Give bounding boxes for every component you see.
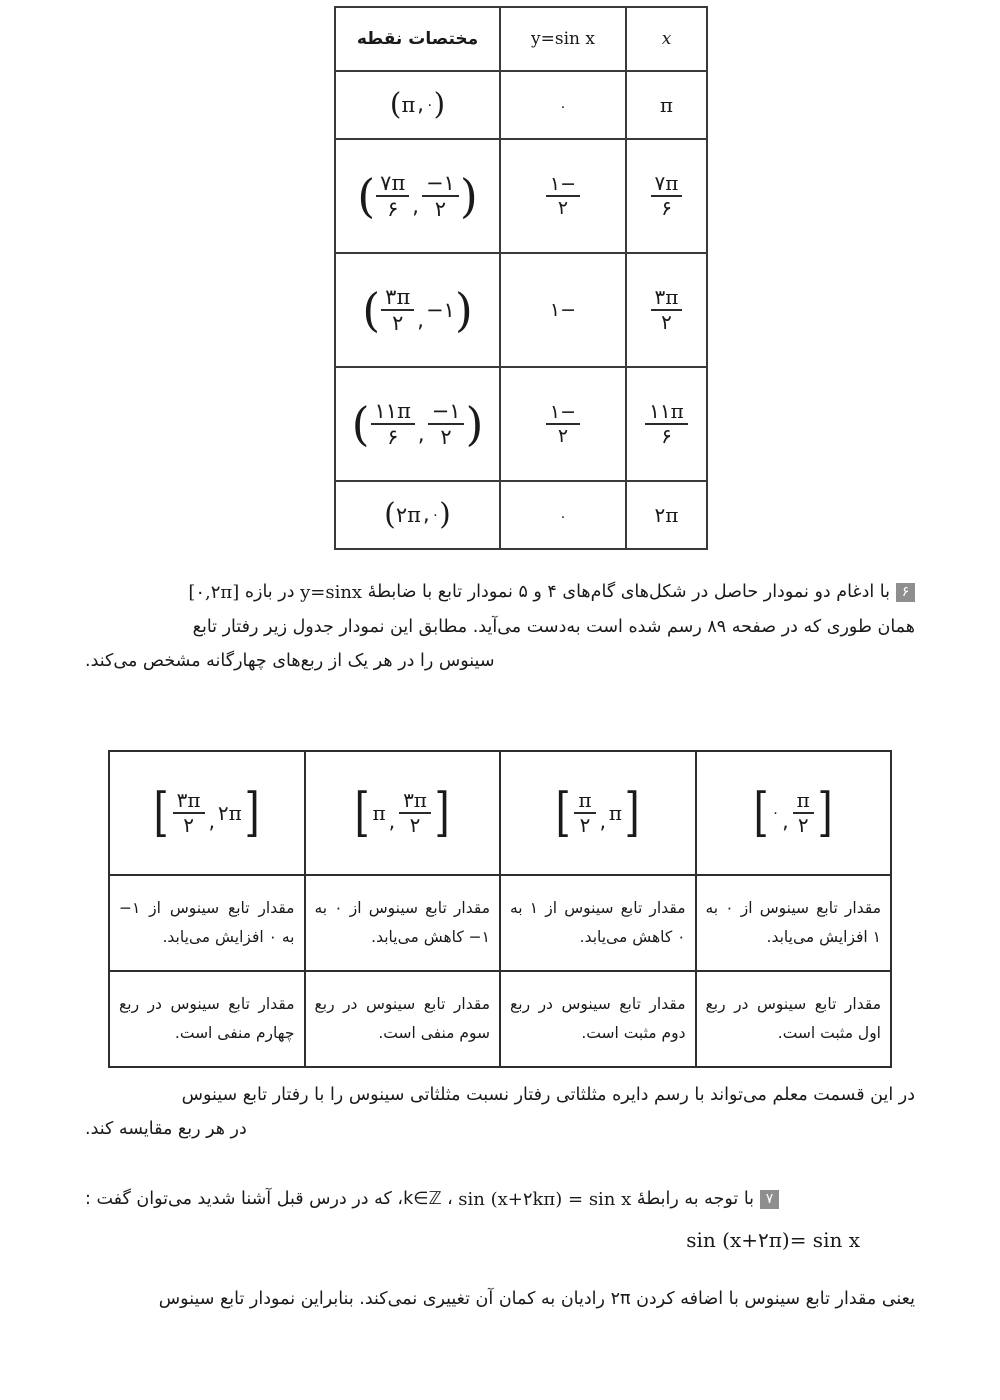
point-x: ۲π — [395, 502, 421, 527]
coordinate-comma: , — [417, 422, 425, 447]
interval-header-cell — [500, 751, 696, 875]
interval-left: ۰ — [771, 805, 780, 821]
sine-values-table — [334, 6, 708, 550]
point-x-fraction — [371, 400, 415, 449]
cell-y — [500, 139, 626, 253]
final-note-paragraph — [85, 1282, 915, 1316]
periodicity-formula: sin (x+۲kπ) = sin x — [458, 1189, 632, 1210]
fraction-denominator: ۶ — [387, 197, 399, 221]
step-7-text-b: ، k∈ℤ، که در درس قبل آشنا شدید می‌توان گفت : — [85, 1189, 453, 1209]
interval-header-cell — [696, 751, 892, 875]
x-fraction — [651, 284, 683, 334]
point-x-fraction — [376, 172, 409, 221]
fraction-denominator: ۲ — [440, 425, 452, 449]
point-y: ۰ — [431, 506, 440, 523]
fraction-denominator: ۲ — [579, 813, 591, 837]
table-row — [335, 481, 707, 549]
point-y: −۱ — [425, 298, 455, 322]
coordinate-comma: , — [412, 194, 419, 219]
point-coordinates — [351, 396, 484, 451]
fraction-denominator: ۲ — [392, 311, 404, 335]
sign-cell: مقدار تابع سینوس در ربع سوم منفی است. — [305, 971, 501, 1067]
paren-close: ) — [454, 282, 473, 337]
sign-cell: مقدار تابع سینوس در ربع اول مثبت است. — [696, 971, 892, 1067]
point-coordinates — [389, 86, 446, 122]
step-number-badge: ۶ — [896, 583, 915, 602]
bracket-close: ] — [624, 782, 640, 843]
interval-left-fraction — [173, 787, 205, 837]
behaviour-cell: مقدار تابع سینوس از ۰ به ۱ افزایش می‌یابد. — [696, 875, 892, 971]
interval-header-cell — [109, 751, 305, 875]
interval-header-row — [109, 751, 891, 875]
cell-x — [626, 367, 707, 481]
fraction-denominator: ۶ — [661, 196, 672, 220]
table-row — [335, 253, 707, 367]
table-row — [335, 367, 707, 481]
bracket-open: [ — [153, 782, 170, 843]
interval-left: π — [372, 801, 386, 825]
cell-x — [626, 139, 707, 253]
fraction-numerator: ۳π — [651, 287, 683, 311]
interval-comma: , — [599, 809, 606, 834]
coordinate-comma: , — [422, 501, 430, 526]
paren-open: ( — [362, 282, 381, 337]
cell-point — [335, 367, 500, 481]
teacher-note-line-1: در این قسمت معلم می‌تواند با رسم دایره مثلثاتی رفتار نسبت مثلثاتی سینوس را با رفتار تابع سینوس — [181, 1085, 915, 1105]
fraction-numerator: −۱ — [428, 400, 465, 425]
y-value: −۱ — [549, 299, 577, 321]
behaviour-cell: مقدار تابع سینوس از ۱− به ۰ افزایش می‌یابد. — [109, 875, 305, 971]
fraction-numerator: π — [793, 790, 814, 814]
paren-close: ) — [465, 396, 484, 451]
header-label-x: x — [661, 29, 672, 49]
y-fraction — [546, 174, 580, 218]
header-label-y: y=sin x — [531, 29, 595, 49]
fraction-numerator: ۳π — [399, 790, 431, 814]
bracket-open: [ — [354, 782, 371, 843]
fraction-numerator: ۳π — [173, 790, 205, 814]
cell-point — [335, 71, 500, 139]
fraction-denominator: ۲ — [557, 425, 569, 447]
sine-period-equation: sin (x+۲π)= sin x — [686, 1228, 860, 1252]
step-number-badge: ۷ — [760, 1190, 779, 1209]
behaviour-row — [109, 875, 891, 971]
sign-row — [109, 971, 891, 1067]
x-fraction — [651, 170, 683, 220]
interval-notation — [751, 782, 835, 843]
interval-comma: , — [208, 809, 215, 834]
header-cell-y — [500, 7, 626, 71]
behaviour-cell: مقدار تابع سینوس از ۰ به ۱− کاهش می‌یابد. — [305, 875, 501, 971]
header-cell-point — [335, 7, 500, 71]
fraction-denominator: ۲ — [409, 813, 421, 837]
step-6-text-b: در بازه — [244, 582, 295, 602]
sine-function-rule: y=sinx — [300, 582, 363, 603]
fraction-numerator: π — [574, 790, 595, 814]
quadrant-behaviour-table — [108, 750, 892, 1068]
step-6-paragraph — [85, 575, 915, 678]
point-coordinates — [357, 168, 478, 223]
bracket-close: ] — [434, 782, 450, 843]
point-coordinates — [384, 496, 451, 532]
paren-open: ( — [357, 168, 376, 223]
bracket-open: [ — [555, 782, 571, 843]
sign-cell: مقدار تابع سینوس در ربع چهارم منفی است. — [109, 971, 305, 1067]
cell-y — [500, 367, 626, 481]
behaviour-cell: مقدار تابع سینوس از ۱ به ۰ کاهش می‌یابد. — [500, 875, 696, 971]
interval-right-fraction — [793, 787, 814, 837]
interval-right: π — [608, 801, 623, 825]
fraction-numerator: ۳π — [381, 286, 414, 311]
fraction-denominator: ۲ — [661, 310, 672, 334]
cell-point — [335, 253, 500, 367]
step-7-text-a: با توجه به رابطهٔ — [636, 1189, 755, 1209]
point-x-fraction — [381, 286, 414, 335]
cell-point — [335, 481, 500, 549]
domain-interval: [۰,۲π] — [188, 582, 240, 603]
step-6-line-3: سینوس را در هر یک از ربع‌های چهارگانه مشخص می‌کند. — [85, 651, 495, 672]
fraction-numerator: −۱ — [422, 172, 459, 197]
fraction-numerator: −۱ — [546, 402, 580, 425]
fraction-denominator: ۲ — [434, 197, 447, 221]
bracket-close: ] — [244, 782, 260, 843]
paren-close: ) — [439, 496, 451, 532]
teacher-note-line-2: در هر ربع مقایسه کند. — [85, 1119, 247, 1140]
step-7-line-1 — [85, 1182, 915, 1217]
step-6-text-a: با ادغام دو نمودار حاصل در شکل‌های گام‌های ۴ و ۵ نمودار تابع با ضابطهٔ — [367, 582, 890, 602]
table-row — [335, 71, 707, 139]
point-x: π — [401, 92, 416, 117]
point-y: ۰ — [425, 96, 434, 113]
interval-right: ۲π — [217, 801, 242, 825]
fraction-numerator: ۱۱π — [371, 400, 415, 425]
interval-header-cell — [305, 751, 501, 875]
header-cell-x — [626, 7, 707, 71]
fraction-numerator: ۷π — [376, 172, 409, 197]
interval-notation — [151, 782, 262, 843]
fraction-numerator: −۱ — [546, 174, 580, 197]
cell-point — [335, 139, 500, 253]
fraction-denominator: ۶ — [661, 424, 672, 448]
interval-notation — [553, 782, 642, 843]
paren-open: ( — [351, 396, 370, 451]
interval-notation — [352, 782, 452, 843]
bracket-close: ] — [817, 782, 833, 843]
interval-comma: , — [782, 809, 789, 834]
cell-x — [626, 253, 707, 367]
interval-comma: , — [388, 809, 396, 834]
x-fraction — [645, 398, 688, 448]
table-header-row — [335, 7, 707, 71]
coordinate-comma: , — [417, 308, 424, 333]
table-row — [335, 139, 707, 253]
point-y-fraction — [422, 172, 459, 221]
fraction-denominator: ۲ — [183, 813, 194, 837]
cell-y — [500, 481, 626, 549]
interval-left-fraction — [574, 787, 595, 837]
bracket-open: [ — [753, 782, 770, 843]
y-value: ۰ — [559, 509, 567, 525]
point-coordinates — [362, 282, 473, 337]
header-label-point: مختصات نقطه — [356, 29, 479, 49]
paren-open: ( — [384, 496, 396, 532]
step-6-line-1 — [85, 575, 915, 610]
x-value: ۲π — [654, 503, 679, 527]
fraction-denominator: ۲ — [797, 813, 809, 837]
fraction-numerator: ۱۱π — [645, 401, 688, 425]
y-fraction — [546, 402, 580, 446]
paren-open: ( — [389, 86, 402, 122]
sign-cell: مقدار تابع سینوس در ربع دوم مثبت است. — [500, 971, 696, 1067]
fraction-denominator: ۲ — [557, 197, 569, 219]
x-value: π — [659, 93, 674, 117]
cell-x — [626, 481, 707, 549]
cell-y — [500, 71, 626, 139]
point-y-fraction — [428, 400, 465, 449]
interval-right-fraction — [399, 787, 431, 837]
fraction-denominator: ۶ — [387, 425, 399, 449]
coordinate-comma: , — [417, 91, 424, 116]
fraction-numerator: ۷π — [651, 173, 683, 197]
step-6-line-2: همان طوری که در صفحه ۸۹ رسم شده است به‌دست می‌آید. مطابق این نمودار جدول زیر رفتار تابع — [192, 617, 915, 638]
step-7-paragraph — [85, 1182, 915, 1217]
cell-y — [500, 253, 626, 367]
paren-close: ) — [459, 168, 478, 223]
final-note-line-1: یعنی مقدار تابع سینوس با اضافه کردن ۲π رادیان به کمان آن تغییری نمی‌کند. بنابراین نمودار تابع سینوس — [158, 1289, 915, 1309]
teacher-note-paragraph — [85, 1078, 915, 1146]
y-value: ۰ — [559, 99, 567, 115]
cell-x — [626, 71, 707, 139]
paren-close: ) — [433, 86, 446, 122]
